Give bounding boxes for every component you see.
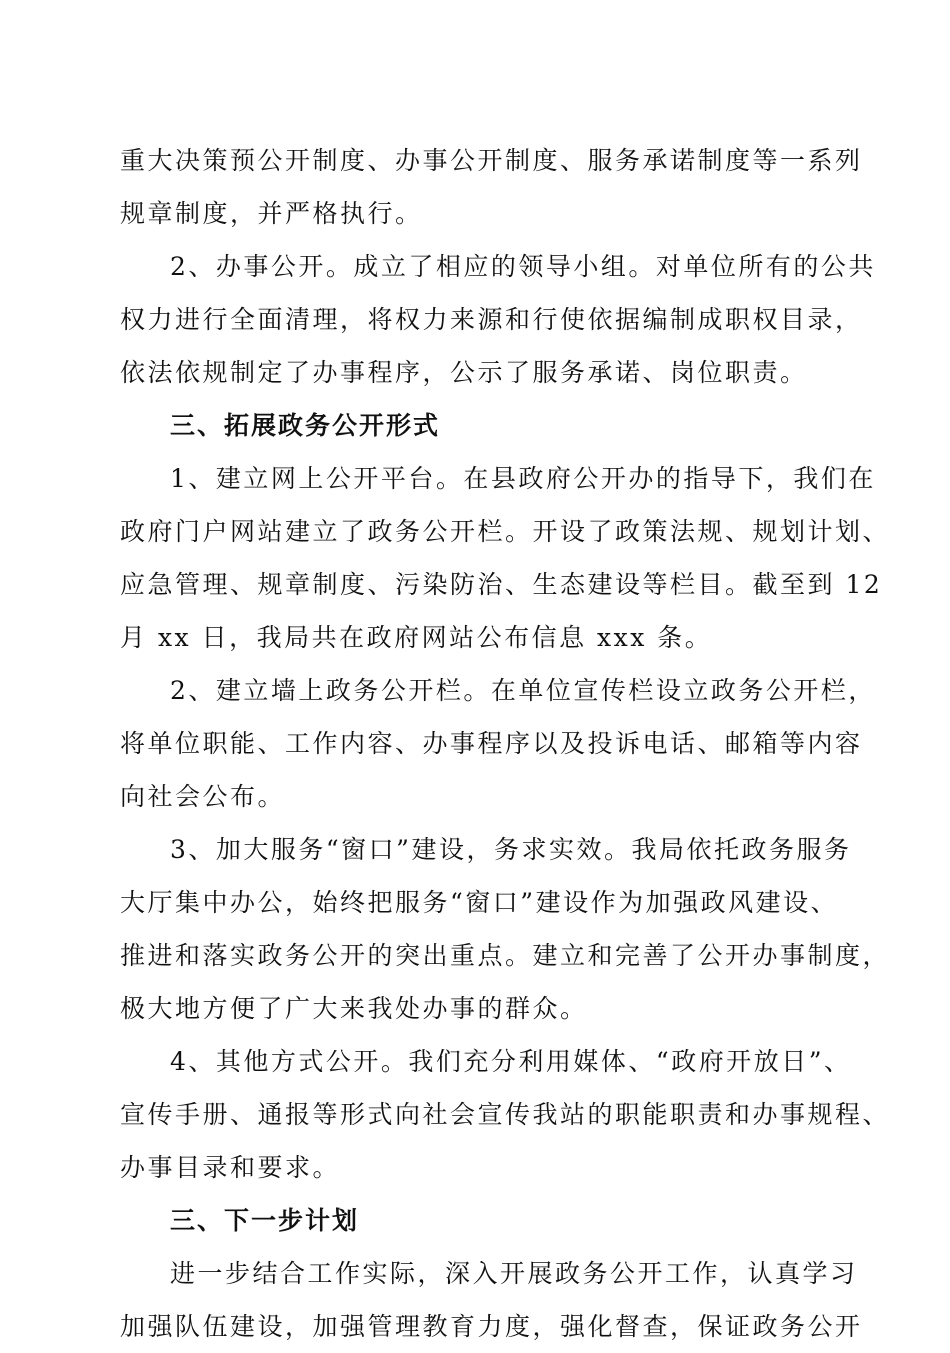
section-heading: 三、拓展政务公开形式 [170,411,441,440]
paragraph-line: 办事目录和要求。 [120,1153,341,1182]
paragraph-line: 1、建立网上公开平台。在县政府公开办的指导下，我们在 [170,464,876,493]
paragraph-line: 3、加大服务“窗口”建设，务求实效。我局依托政务服务 [170,835,852,864]
paragraph-line: 宣传手册、通报等形式向社会宣传我站的职能职责和办事规程、 [120,1100,891,1129]
paragraph-line: 推进和落实政务公开的突出重点。建立和完善了公开办事制度， [120,941,891,970]
paragraph-line: 规章制度，并严格执行。 [120,199,423,228]
paragraph-line: 应急管理、规章制度、污染防治、生态建设等栏目。截至到 12 [120,570,883,599]
paragraph-line: 月 xx 日，我局共在政府网站公布信息 xxx 条。 [120,623,713,652]
paragraph-line: 2、办事公开。成立了相应的领导小组。对单位所有的公共 [170,252,876,281]
paragraph-line: 向社会公布。 [120,782,286,811]
paragraph-line: 2、建立墙上政务公开栏。在单位宣传栏设立政务公开栏， [170,676,876,705]
section-heading: 三、下一步计划 [170,1206,360,1235]
paragraph-line: 4、其他方式公开。我们充分利用媒体、“政府开放日”、 [170,1047,852,1076]
paragraph-line: 极大地方便了广大来我处办事的群众。 [120,994,588,1023]
paragraph-line: 加强队伍建设，加强管理教育力度，强化督查，保证政务公开 [120,1312,863,1341]
paragraph-line: 进一步结合工作实际，深入开展政务公开工作，认真学习 [170,1259,858,1288]
paragraph-line: 权力进行全面清理，将权力来源和行使依据编制成职权目录， [120,305,863,334]
document-body [120,134,891,1353]
paragraph-line: 依法依规制定了办事程序，公示了服务承诺、岗位职责。 [120,358,808,387]
paragraph-line: 将单位职能、工作内容、办事程序以及投诉电话、邮箱等内容 [120,729,863,758]
paragraph-line: 政府门户网站建立了政务公开栏。开设了政策法规、规划计划、 [120,517,891,546]
paragraph-line: 重大决策预公开制度、办事公开制度、服务承诺制度等一系列 [120,146,863,175]
paragraph-line: 大厅集中办公，始终把服务“窗口”建设作为加强政风建设、 [120,888,839,917]
